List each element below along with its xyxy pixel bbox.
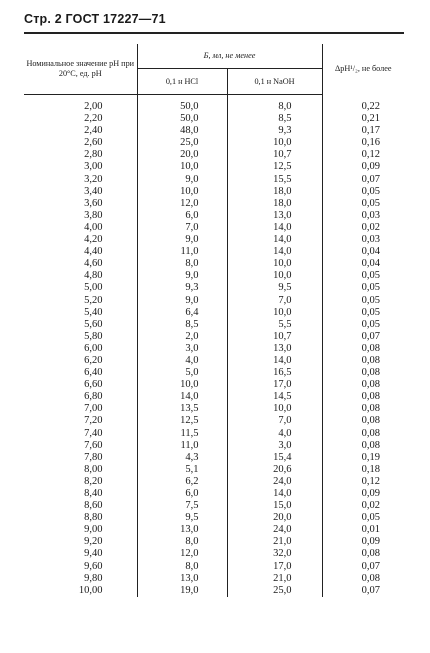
col-header-naoh: 0,1 н NaOH [227, 69, 322, 95]
cell-hcl-volume: 12,0 [137, 548, 227, 560]
cell-delta-ph: 0,05 [322, 295, 404, 307]
cell-delta-ph: 0,17 [322, 125, 404, 137]
table-row [24, 295, 404, 307]
cell-hcl-volume: 25,0 [137, 137, 227, 149]
cell-nominal-ph: 4,60 [84, 258, 103, 270]
cell-delta-ph: 0,19 [322, 452, 404, 464]
cell-hcl-volume: 10,0 [137, 379, 227, 391]
table-row [24, 198, 404, 210]
cell-naoh-volume: 9,3 [227, 125, 322, 137]
table-row [24, 367, 404, 379]
cell-hcl-volume: 9,0 [137, 270, 227, 282]
cell-hcl-volume: 7,0 [137, 222, 227, 234]
table-row [24, 476, 404, 488]
cell-nominal-ph: 8,00 [84, 463, 103, 475]
cell-delta-ph: 0,18 [322, 464, 404, 476]
cell-naoh-volume: 14,0 [227, 355, 322, 367]
cell-hcl-volume: 6,2 [137, 476, 227, 488]
table-row [24, 319, 404, 331]
cell-naoh-volume: 21,0 [227, 573, 322, 585]
cell-nominal-ph: 7,20 [84, 415, 103, 427]
cell-hcl-volume: 4,3 [137, 452, 227, 464]
cell-naoh-volume: 7,0 [227, 295, 322, 307]
cell-hcl-volume: 13,0 [137, 573, 227, 585]
cell-hcl-volume: 2,0 [137, 331, 227, 343]
cell-hcl-volume: 19,0 [137, 585, 227, 597]
col-header-hcl: 0,1 н HCl [137, 69, 227, 95]
cell-nominal-ph: 9,00 [84, 524, 103, 536]
cell-naoh-volume: 21,0 [227, 536, 322, 548]
cell-nominal-ph: 5,40 [84, 306, 103, 318]
cell-hcl-volume: 9,5 [137, 512, 227, 524]
cell-delta-ph: 0,08 [322, 415, 404, 427]
table-row [24, 210, 404, 222]
cell-hcl-volume: 9,0 [137, 174, 227, 186]
cell-delta-ph: 0,08 [322, 403, 404, 415]
table-row [24, 403, 404, 415]
cell-nominal-ph: 2,20 [84, 113, 103, 125]
cell-hcl-volume: 48,0 [137, 125, 227, 137]
cell-nominal-ph: 7,00 [84, 403, 103, 415]
cell-naoh-volume: 4,0 [227, 428, 322, 440]
cell-hcl-volume: 50,0 [137, 95, 227, 114]
cell-hcl-volume: 5,0 [137, 367, 227, 379]
cell-naoh-volume: 15,0 [227, 500, 322, 512]
cell-hcl-volume: 8,5 [137, 319, 227, 331]
cell-naoh-volume: 12,5 [227, 161, 322, 173]
cell-nominal-ph: 7,80 [84, 451, 103, 463]
cell-naoh-volume: 24,0 [227, 524, 322, 536]
cell-naoh-volume: 13,0 [227, 210, 322, 222]
cell-nominal-ph: 8,40 [84, 488, 103, 499]
cell-delta-ph: 0,16 [322, 137, 404, 149]
cell-naoh-volume: 20,0 [227, 512, 322, 524]
cell-nominal-ph: 3,60 [84, 197, 103, 209]
cell-naoh-volume: 15,4 [227, 452, 322, 464]
cell-nominal-ph: 3,00 [84, 161, 103, 173]
cell-naoh-volume: 25,0 [227, 585, 322, 597]
cell-nominal-ph: 6,00 [84, 342, 103, 354]
cell-hcl-volume: 4,0 [137, 355, 227, 367]
table-row [24, 258, 404, 270]
cell-nominal-ph: 8,20 [84, 475, 103, 487]
cell-hcl-volume: 20,0 [137, 149, 227, 161]
cell-delta-ph: 0,21 [322, 113, 404, 125]
cell-delta-ph: 0,05 [322, 307, 404, 319]
cell-delta-ph: 0,12 [322, 149, 404, 161]
cell-delta-ph: 0,08 [322, 428, 404, 440]
cell-hcl-volume: 7,5 [137, 500, 227, 512]
cell-delta-ph: 0,01 [322, 524, 404, 536]
col-header-delta-ph: ΔрН¹/₂, не более [322, 44, 404, 95]
cell-nominal-ph: 3,40 [84, 185, 103, 197]
cell-hcl-volume: 50,0 [137, 113, 227, 125]
cell-hcl-volume: 11,0 [137, 440, 227, 452]
cell-hcl-volume: 9,0 [137, 295, 227, 307]
cell-delta-ph: 0,07 [322, 174, 404, 186]
header-rule [24, 32, 404, 34]
cell-nominal-ph: 2,00 [84, 101, 103, 112]
table-row [24, 379, 404, 391]
cell-naoh-volume: 7,0 [227, 415, 322, 427]
cell-naoh-volume: 3,0 [227, 440, 322, 452]
cell-naoh-volume: 10,0 [227, 403, 322, 415]
cell-nominal-ph: 4,00 [84, 221, 103, 233]
table-row [24, 428, 404, 440]
cell-delta-ph: 0,05 [322, 282, 404, 294]
cell-delta-ph: 0,22 [322, 95, 404, 114]
cell-nominal-ph: 4,20 [84, 234, 103, 246]
table-row [24, 186, 404, 198]
table-row [24, 282, 404, 294]
cell-naoh-volume: 8,5 [227, 113, 322, 125]
cell-naoh-volume: 10,0 [227, 307, 322, 319]
cell-nominal-ph: 8,80 [84, 512, 103, 524]
table-row [24, 234, 404, 246]
cell-nominal-ph: 6,60 [84, 379, 103, 391]
table-row [24, 536, 404, 548]
cell-naoh-volume: 18,0 [227, 198, 322, 210]
cell-hcl-volume: 12,5 [137, 415, 227, 427]
cell-nominal-ph: 7,40 [84, 427, 103, 439]
cell-delta-ph: 0,09 [322, 488, 404, 500]
cell-hcl-volume: 6,4 [137, 307, 227, 319]
cell-naoh-volume: 10,7 [227, 149, 322, 161]
table-row [24, 222, 404, 234]
table-row [24, 174, 404, 186]
cell-naoh-volume: 10,7 [227, 331, 322, 343]
table-row [24, 500, 404, 512]
cell-nominal-ph: 2,40 [84, 125, 103, 137]
cell-hcl-volume: 8,0 [137, 561, 227, 573]
table-row [24, 149, 404, 161]
cell-hcl-volume: 11,0 [137, 246, 227, 258]
cell-naoh-volume: 14,0 [227, 222, 322, 234]
cell-naoh-volume: 10,0 [227, 137, 322, 149]
cell-delta-ph: 0,02 [322, 500, 404, 512]
cell-delta-ph: 0,09 [322, 536, 404, 548]
cell-nominal-ph: 3,20 [84, 173, 103, 185]
table-row [24, 307, 404, 319]
cell-delta-ph: 0,12 [322, 476, 404, 488]
cell-nominal-ph: 5,80 [84, 330, 103, 342]
table-row [24, 270, 404, 282]
cell-naoh-volume: 10,0 [227, 270, 322, 282]
cell-nominal-ph: 9,60 [84, 560, 103, 572]
cell-delta-ph: 0,08 [322, 355, 404, 367]
table-row [24, 113, 404, 125]
cell-naoh-volume: 18,0 [227, 186, 322, 198]
cell-delta-ph: 0,05 [322, 198, 404, 210]
cell-naoh-volume: 15,5 [227, 174, 322, 186]
cell-delta-ph: 0,04 [322, 258, 404, 270]
cell-nominal-ph: 9,20 [84, 536, 103, 548]
table-row [24, 561, 404, 573]
cell-hcl-volume: 6,0 [137, 210, 227, 222]
cell-hcl-volume: 3,0 [137, 343, 227, 355]
cell-delta-ph: 0,08 [322, 548, 404, 560]
cell-hcl-volume: 13,0 [137, 524, 227, 536]
cell-nominal-ph: 6,40 [84, 367, 103, 379]
cell-nominal-ph: 9,40 [84, 548, 103, 560]
cell-delta-ph: 0,04 [322, 246, 404, 258]
table-row [24, 464, 404, 476]
cell-nominal-ph: 2,60 [84, 137, 103, 149]
cell-delta-ph: 0,05 [322, 186, 404, 198]
table-row [24, 440, 404, 452]
cell-delta-ph: 0,08 [322, 343, 404, 355]
cell-nominal-ph: 4,80 [84, 270, 103, 282]
cell-nominal-ph: 8,60 [84, 500, 103, 512]
cell-hcl-volume: 8,0 [137, 536, 227, 548]
cell-hcl-volume: 11,5 [137, 428, 227, 440]
cell-nominal-ph: 5,20 [84, 294, 103, 306]
cell-naoh-volume: 5,5 [227, 319, 322, 331]
table-row [24, 415, 404, 427]
cell-delta-ph: 0,02 [322, 222, 404, 234]
cell-hcl-volume: 14,0 [137, 391, 227, 403]
cell-nominal-ph: 6,80 [84, 391, 103, 403]
cell-nominal-ph: 9,80 [84, 572, 103, 584]
ph-buffer-table [24, 44, 404, 597]
cell-hcl-volume: 6,0 [137, 488, 227, 500]
cell-delta-ph: 0,05 [322, 319, 404, 331]
table-body [24, 95, 404, 597]
table-row [24, 391, 404, 403]
cell-delta-ph: 0,03 [322, 234, 404, 246]
cell-hcl-volume: 13,5 [137, 403, 227, 415]
cell-nominal-ph: 5,60 [84, 318, 103, 330]
cell-delta-ph: 0,08 [322, 440, 404, 452]
cell-hcl-volume: 9,3 [137, 282, 227, 294]
cell-nominal-ph: 4,40 [84, 246, 103, 258]
cell-hcl-volume: 9,0 [137, 234, 227, 246]
cell-naoh-volume: 16,5 [227, 367, 322, 379]
table-row [24, 246, 404, 258]
cell-nominal-ph: 3,80 [84, 209, 103, 221]
table-row [24, 355, 404, 367]
cell-naoh-volume: 14,0 [227, 234, 322, 246]
cell-hcl-volume: 5,1 [137, 464, 227, 476]
cell-delta-ph: 0,08 [322, 379, 404, 391]
cell-naoh-volume: 8,0 [227, 95, 322, 114]
cell-naoh-volume: 17,0 [227, 561, 322, 573]
col-header-nominal-ph: Номинальное значение рН при 20°С, ед. рН [24, 44, 137, 95]
table-row [24, 548, 404, 560]
cell-delta-ph: 0,05 [322, 270, 404, 282]
cell-naoh-volume: 17,0 [227, 379, 322, 391]
cell-naoh-volume: 10,0 [227, 258, 322, 270]
cell-delta-ph: 0,07 [322, 561, 404, 573]
cell-hcl-volume: 12,0 [137, 198, 227, 210]
cell-nominal-ph: 2,80 [84, 149, 103, 161]
cell-naoh-volume: 14,5 [227, 391, 322, 403]
cell-delta-ph: 0,07 [322, 585, 404, 597]
cell-delta-ph: 0,08 [322, 367, 404, 379]
cell-delta-ph: 0,07 [322, 331, 404, 343]
cell-delta-ph: 0,03 [322, 210, 404, 222]
cell-delta-ph: 0,08 [322, 573, 404, 585]
cell-naoh-volume: 13,0 [227, 343, 322, 355]
table-row [24, 125, 404, 137]
cell-delta-ph: 0,05 [322, 512, 404, 524]
cell-delta-ph: 0,08 [322, 391, 404, 403]
table-row [24, 488, 404, 500]
cell-naoh-volume: 14,0 [227, 488, 322, 500]
cell-nominal-ph: 10,00 [78, 584, 103, 596]
cell-naoh-volume: 14,0 [227, 246, 322, 258]
table-row [24, 137, 404, 149]
col-header-group-volume: Б, мл, не менее [137, 44, 322, 69]
table-row [24, 331, 404, 343]
cell-hcl-volume: 8,0 [137, 258, 227, 270]
cell-hcl-volume: 10,0 [137, 186, 227, 198]
table-row [24, 512, 404, 524]
page-header: Стр. 2 ГОСТ 17227—71 [24, 12, 166, 26]
cell-nominal-ph: 5,00 [84, 282, 103, 294]
table-row [24, 95, 404, 114]
cell-delta-ph: 0,09 [322, 161, 404, 173]
cell-hcl-volume: 10,0 [137, 161, 227, 173]
cell-naoh-volume: 32,0 [227, 548, 322, 560]
cell-naoh-volume: 24,0 [227, 476, 322, 488]
cell-naoh-volume: 20,6 [227, 464, 322, 476]
cell-naoh-volume: 9,5 [227, 282, 322, 294]
cell-nominal-ph: 7,60 [84, 439, 103, 451]
table-row [24, 585, 404, 597]
table-row [24, 524, 404, 536]
table-row [24, 161, 404, 173]
cell-nominal-ph: 6,20 [84, 354, 103, 366]
table-row [24, 573, 404, 585]
table-row [24, 343, 404, 355]
table-row [24, 452, 404, 464]
